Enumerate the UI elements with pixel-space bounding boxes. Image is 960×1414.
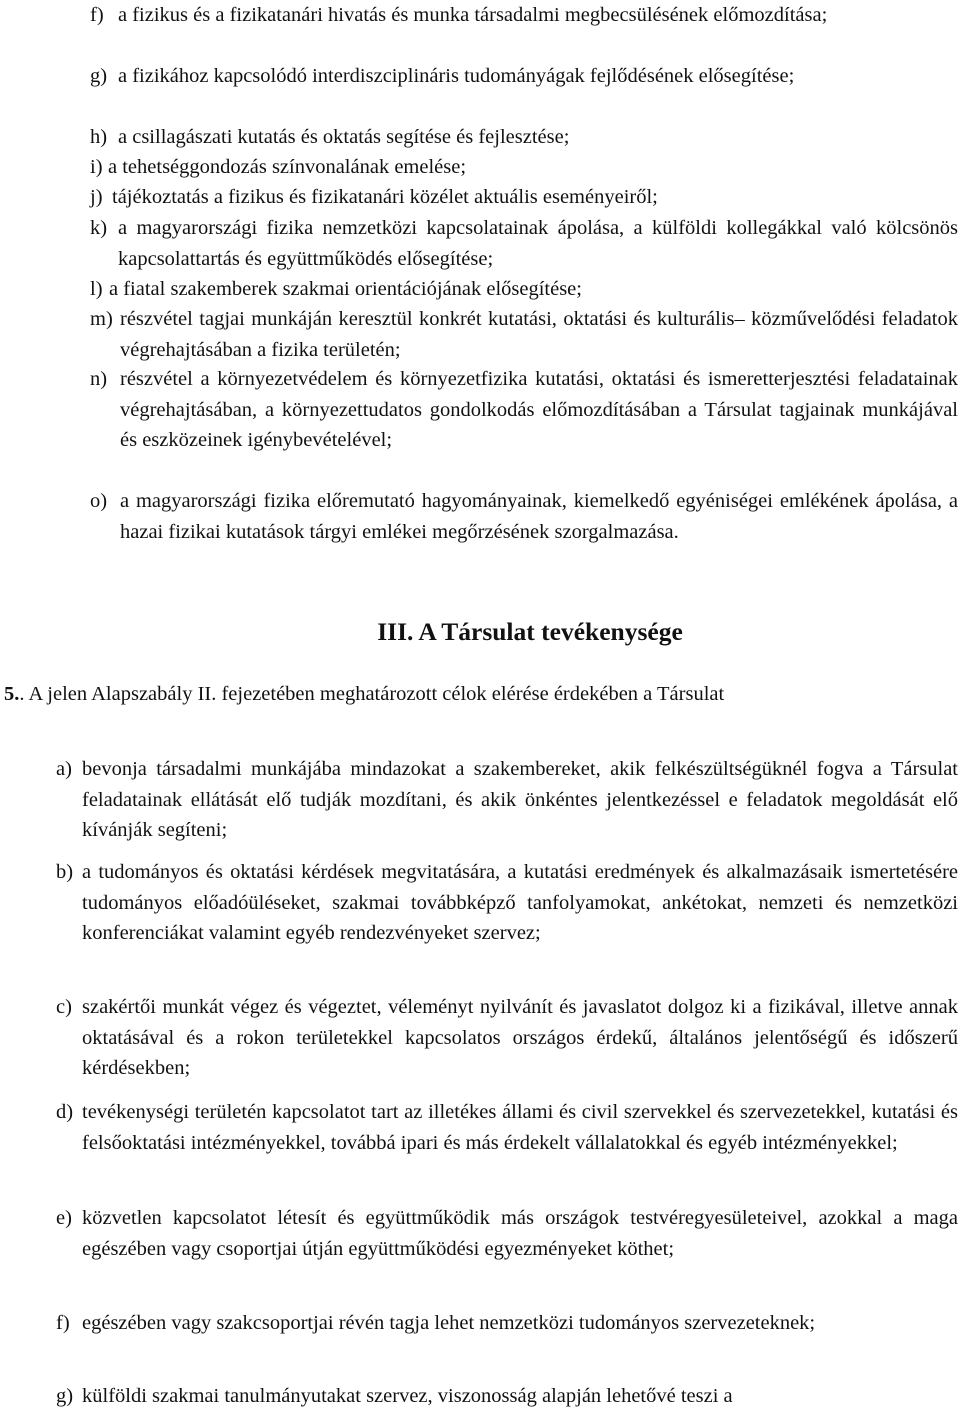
list-item-text: a fiatal szakemberek szakmai orientációjának elősegítése;	[109, 278, 582, 300]
list-item-text: a fizikához kapcsolódó interdiszciplináris tudományágak fejlődésének elősegítése;	[118, 65, 795, 87]
list-marker: g)	[56, 1385, 74, 1407]
section-heading-text: III. A Társulat tevékenysége	[377, 617, 683, 646]
list-marker: o)	[90, 490, 108, 512]
list-item-text: a magyarországi fizika nemzetközi kapcsolatainak ápolása, a külföldi kollegákkal való kölcsönös kapcsolattartás és együttműködés elősegítése;	[118, 217, 958, 270]
list-item	[92, 122, 958, 153]
list-item	[56, 1097, 958, 1158]
list-item	[56, 754, 958, 846]
list-item	[92, 0, 958, 31]
list-item	[92, 213, 958, 274]
list-item-text: a fizikus és a fizikatanári hivatás és munka társadalmi megbecsülésének előmozdítása;	[118, 4, 828, 26]
list-item	[56, 1381, 958, 1412]
list-marker: f)	[90, 4, 104, 26]
list-marker: i)	[90, 156, 103, 178]
list-item	[92, 274, 958, 305]
list-marker: a)	[56, 758, 72, 780]
list-item-text: szakértői munkát végez és végeztet, véleményt nyilvánít és javaslatot dolgoz ki a fizikával, illetve annak oktatásával és a rokon területekkel kapcsolatos országos érdekű, általános jelentőségű és időszerű kérdésekben;	[82, 996, 958, 1079]
list-item-text: részvétel a környezetvédelem és környezetfizika kutatási, oktatási és ismeretterjesztési feladatainak végrehajtásában, a környezettudatos gondolkodás előmozdításában a Társulat tagjainak munkájával és eszközeinek igénybevételével;	[120, 368, 958, 451]
section-heading	[0, 617, 960, 647]
paragraph-5	[4, 678, 958, 710]
list-item-text: bevonja társadalmi munkájába mindazokat a szakembereket, akik felkészültségüknél fogva a Társulat feladatainak ellátását elő tudják mozdítani, és akik önkéntes jelentkezéssel e feladatok megoldását elő kívánják segíteni;	[82, 758, 958, 841]
list-marker: l)	[90, 278, 103, 300]
paragraph-text: . A jelen Alapszabály II. fejezetében meghatározott célok elérése érdekében a Társulat	[19, 683, 725, 705]
list-item-text: a magyarországi fizika előremutató hagyományainak, kiemelkedő egyéniségei emlékének ápolása, a hazai fizikai kutatások tárgyi emlékei megőrzésének szorgalmazása.	[120, 490, 958, 543]
list-item	[56, 1308, 958, 1339]
list-item	[56, 992, 958, 1084]
list-marker: g)	[90, 65, 108, 87]
list-marker: k)	[90, 217, 108, 239]
list-marker: n)	[90, 368, 108, 390]
list-item	[92, 304, 958, 365]
list-marker: m)	[90, 308, 113, 330]
list-item	[56, 857, 958, 949]
paragraph-number: 5.	[4, 683, 20, 705]
list-item	[56, 1203, 958, 1264]
list-item	[92, 486, 958, 547]
list-item-text: tájékoztatás a fizikus és fizikatanári közélet aktuális eseményeiről;	[112, 186, 658, 208]
list-marker: f)	[56, 1312, 70, 1334]
list-item	[92, 152, 958, 183]
list-item-text: részvétel tagjai munkáján keresztül konkrét kutatási, oktatási és kulturális– közművelődési feladatok végrehajtásában a fizika területén;	[120, 308, 958, 361]
list-marker: e)	[56, 1207, 72, 1229]
list-item-text: külföldi szakmai tanulmányutakat szervez, viszonosság alapján lehetővé teszi a	[82, 1385, 733, 1407]
list-marker: d)	[56, 1101, 74, 1123]
list-marker: c)	[56, 996, 72, 1018]
list-item-text: a tudományos és oktatási kérdések megvitatására, a kutatási eredmények és alkalmazásaik ismertetésére tudományos előadóüléseket, szakmai továbbképző tanfolyamokat, ankétokat, nemzeti és nemzetközi konferenciákat valamint egyéb rendezvényeket szervez;	[82, 861, 958, 944]
list-item-text: a csillagászati kutatás és oktatás segítése és fejlesztése;	[118, 126, 570, 148]
list-marker: j)	[90, 186, 103, 208]
list-item	[92, 364, 958, 456]
list-marker: h)	[90, 126, 108, 148]
list-item-text: egészében vagy szakcsoportjai révén tagja lehet nemzetközi tudományos szervezeteknek;	[82, 1312, 816, 1334]
list-item-text: közvetlen kapcsolatot létesít és együttműködik más országok testvéregyesületeivel, azokkal a maga egészében vagy csoportjai útján együttműködési egyezményeket köthet;	[82, 1207, 958, 1260]
list-item	[92, 182, 958, 213]
list-item-text: tevékenységi területén kapcsolatot tart az illetékes állami és civil szervekkel és szervezetekkel, kutatási és felsőoktatási intézményekkel, továbbá ipari és más érdekelt vállalatokkal és egyéb intézményekkel;	[82, 1101, 958, 1154]
list-item	[92, 61, 958, 92]
list-item-text: a tehetséggondozás színvonalának emelése;	[108, 156, 467, 178]
list-marker: b)	[56, 861, 74, 883]
